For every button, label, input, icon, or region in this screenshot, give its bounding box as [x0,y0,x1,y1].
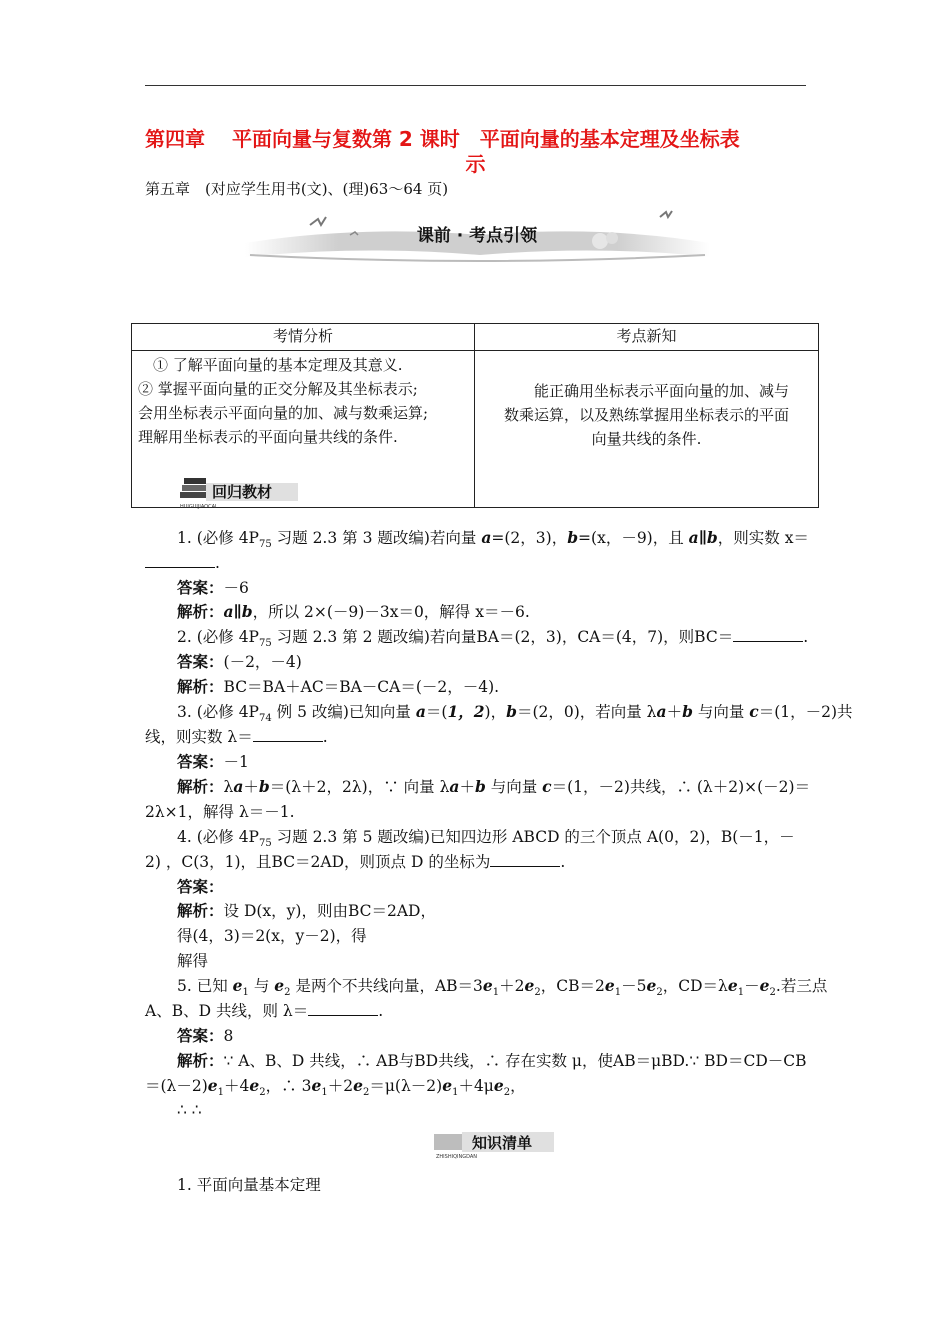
analysis-line: 理解用坐标表示的平面向量共线的条件. [138,428,398,446]
table-header-knowledge: 考点新知 [475,324,819,351]
answer-blank [308,1001,378,1016]
solution-4-line2: 得(4，3)＝2(x，y－2)，得 [177,927,367,945]
knowledge-line: 数乘运算，以及熟练掌握用坐标表示的平面 [503,406,789,424]
section-label-knowledge: 知识清单 [472,1134,533,1152]
knowledge-item-1: 1. 平面向量基本定理 [177,1176,321,1194]
analysis-line: ① 了解平面向量的基本定理及其意义. [138,356,403,374]
problem-5: 5. 已知 $e_1$ 与 $e_2$ 是两个不共线向量，$AB=3e_1+2e_2$，$CB=2e_1-5e_2$，$CD=\lambda e_1-e_2$.若三点 [177,976,828,999]
solution-5-line3: ∴ ∴ [177,1101,202,1119]
section-badge-review [176,474,301,510]
problem-4: 4. (必修 $4P_{75}$ 习题 2.3 第 5 题改编)已知四边形 ABCD 的三个顶点 A(0，2)，B(－1，－ [177,828,795,850]
chapter-subline: 第五章 (对应学生用书(文)、(理)63～64 页) [145,180,449,198]
banner-label: 课前 · 考点引领 [416,226,538,246]
solution-5: 解析：∵ A、B、D 共线，∴ AB与BD共线，∴ 存在实数 μ，使AB＝μBD.∵ BD＝CD－CB [177,1051,807,1070]
answer-1: 答案：－6 [177,578,249,597]
solution-5-line2: $=(\lambda-2)e_1+4e_2$，∴ $3e_1+2e_2=\mu(\lambda-2)e_1+4\mu e_2$， [145,1076,526,1099]
answer-2: 答案：(－2，－4) [177,652,302,671]
problem-4-cont: 2) ，C(3，1)，且BC＝2AD，则顶点 D 的坐标为 . [145,853,566,871]
section-pinyin-knowledge: ZHISHIQINGDAN [436,1154,478,1160]
problem-3: 3. (必修 $4P_{74}$ 例 5 改编)已知向量 a＝(1，2)，b＝(2，0)，若向量 λa＋b 与向量 c＝(1，－2)共 [177,702,853,725]
bird-icon [310,217,326,225]
answer-blank [145,553,215,568]
title-line-1: 第四章 平面向量与复数第 2 课时 平面向量的基本定理及坐标表 [145,127,740,151]
answer-blank [253,727,323,742]
section-label-review: 回归教材 [212,483,273,501]
page-title [145,127,806,177]
knowledge-line: 向量共线的条件. [591,430,702,448]
problem-2: 2. (必修 $4P_{75}$ 习题 2.3 第 2 题改编)若向量BA＝(2，3)，CA＝(4，7)，则BC＝ . [177,628,809,650]
top-rule [145,85,806,86]
answer-3: 答案：－1 [177,752,249,771]
books-icon [180,478,206,498]
problem-1-blank: . [145,553,807,573]
table-header-analysis: 考情分析 [132,324,475,351]
analysis-line: ② 掌握平面向量的正交分解及其坐标表示; [138,380,418,398]
solution-4: 解析：设 D(x，y)，则由BC＝2AD， [177,901,436,920]
answer-blank [490,852,560,867]
problem-3-cont: 线，则实数 λ＝ . [145,728,328,746]
answer-5: 答案：8 [177,1026,234,1045]
solution-3: 解析：λa＋b＝(λ＋2，2λ)，∵ 向量 λa＋b 与向量 c＝(1，－2)共线，∴ (λ＋2)×(－2)＝ [177,777,811,796]
solution-3-cont: 2λ×1，解得 λ＝－1. [145,803,295,821]
solution-4-line3: 解得 [177,952,209,970]
knowledge-line: 能正确用坐标表示平面向量的加、减与 [503,382,789,400]
banner-graphic [240,205,715,275]
problem-1: 1. (必修 $4P_{75}$ 习题 2.3 第 3 题改编)若向量 a=(2，3)，b=(x，－9)，且 a∥b，则实数 x＝ [177,528,809,551]
answer-blank [733,627,803,642]
analysis-line: 会用坐标表示平面向量的加、减与数乘运算; [138,404,429,422]
table-cell-knowledge [475,351,819,508]
section-pinyin-review: HUIGUIJIAOCAI [180,504,217,510]
solution-1: 解析：a∥b，所以 2×(－9)－3x＝0，解得 x＝－6. [177,602,530,621]
solution-2: 解析：BC＝BA＋AC＝BA－CA＝(－2，－4). [177,677,500,696]
title-line-2: 示 [465,152,486,176]
problem-5-cont: A、B、D 共线，则 λ＝ . [145,1002,384,1020]
section-badge-knowledge [432,1124,557,1160]
answer-4: 答案： [177,877,224,896]
